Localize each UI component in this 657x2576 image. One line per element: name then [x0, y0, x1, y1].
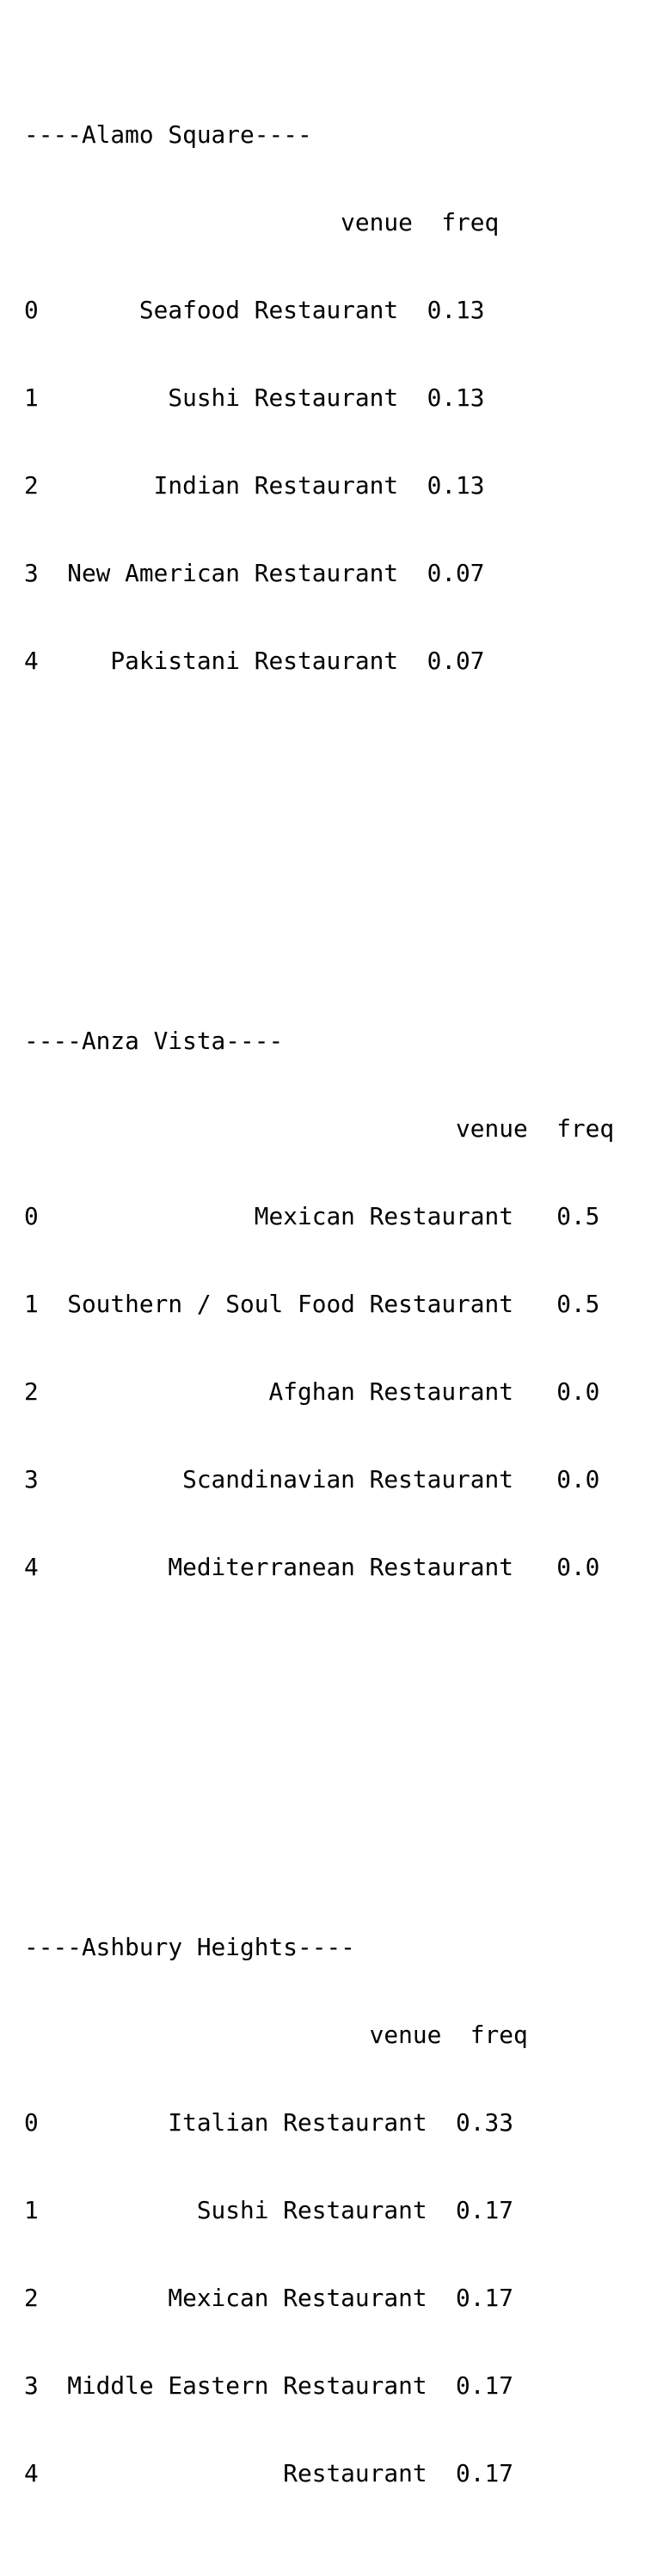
spacer: [24, 1699, 614, 1728]
table-row: 1 Sushi Restaurant 0.17: [24, 2196, 513, 2224]
table-row: 4 Restaurant 0.17: [24, 2459, 513, 2487]
table-row: 0 Seafood Restaurant 0.13: [24, 296, 485, 324]
table-row: 1 Sushi Restaurant 0.13: [24, 383, 485, 412]
table-row: 3 Scandinavian Restaurant 0.0: [24, 1465, 600, 1493]
table-row: 0 Italian Restaurant 0.33: [24, 2108, 513, 2137]
table-row: 2 Mexican Restaurant 0.17: [24, 2284, 513, 2312]
console-output: [24, 3, 614, 2576]
table-row: 1 Southern / Soul Food Restaurant 0.5: [24, 1290, 600, 1318]
table-row: 0 Mexican Restaurant 0.5: [24, 1202, 600, 1230]
block-header: ----Ashbury Heights----: [24, 1933, 355, 1961]
table-row: 3 Middle Eastern Restaurant 0.17: [24, 2371, 513, 2400]
column-header: venue freq: [24, 2021, 528, 2049]
neighborhood-block: [24, 968, 614, 1641]
spacer: [24, 793, 614, 822]
table-row: 3 New American Restaurant 0.07: [24, 559, 485, 587]
block-header: ----Anza Vista----: [24, 1027, 284, 1055]
spacer: [24, 1787, 614, 1816]
spacer: [24, 880, 614, 910]
table-row: 2 Afghan Restaurant 0.0: [24, 1377, 600, 1406]
neighborhood-block: [24, 62, 614, 734]
table-row: 4 Pakistani Restaurant 0.07: [24, 647, 485, 675]
table-row: 4 Mediterranean Restaurant 0.0: [24, 1553, 600, 1581]
block-header: ----Alamo Square----: [24, 120, 312, 149]
column-header: venue freq: [24, 1114, 615, 1143]
column-header: venue freq: [24, 208, 500, 236]
table-row: 2 Indian Restaurant 0.13: [24, 471, 485, 500]
neighborhood-block: [24, 1874, 614, 2547]
